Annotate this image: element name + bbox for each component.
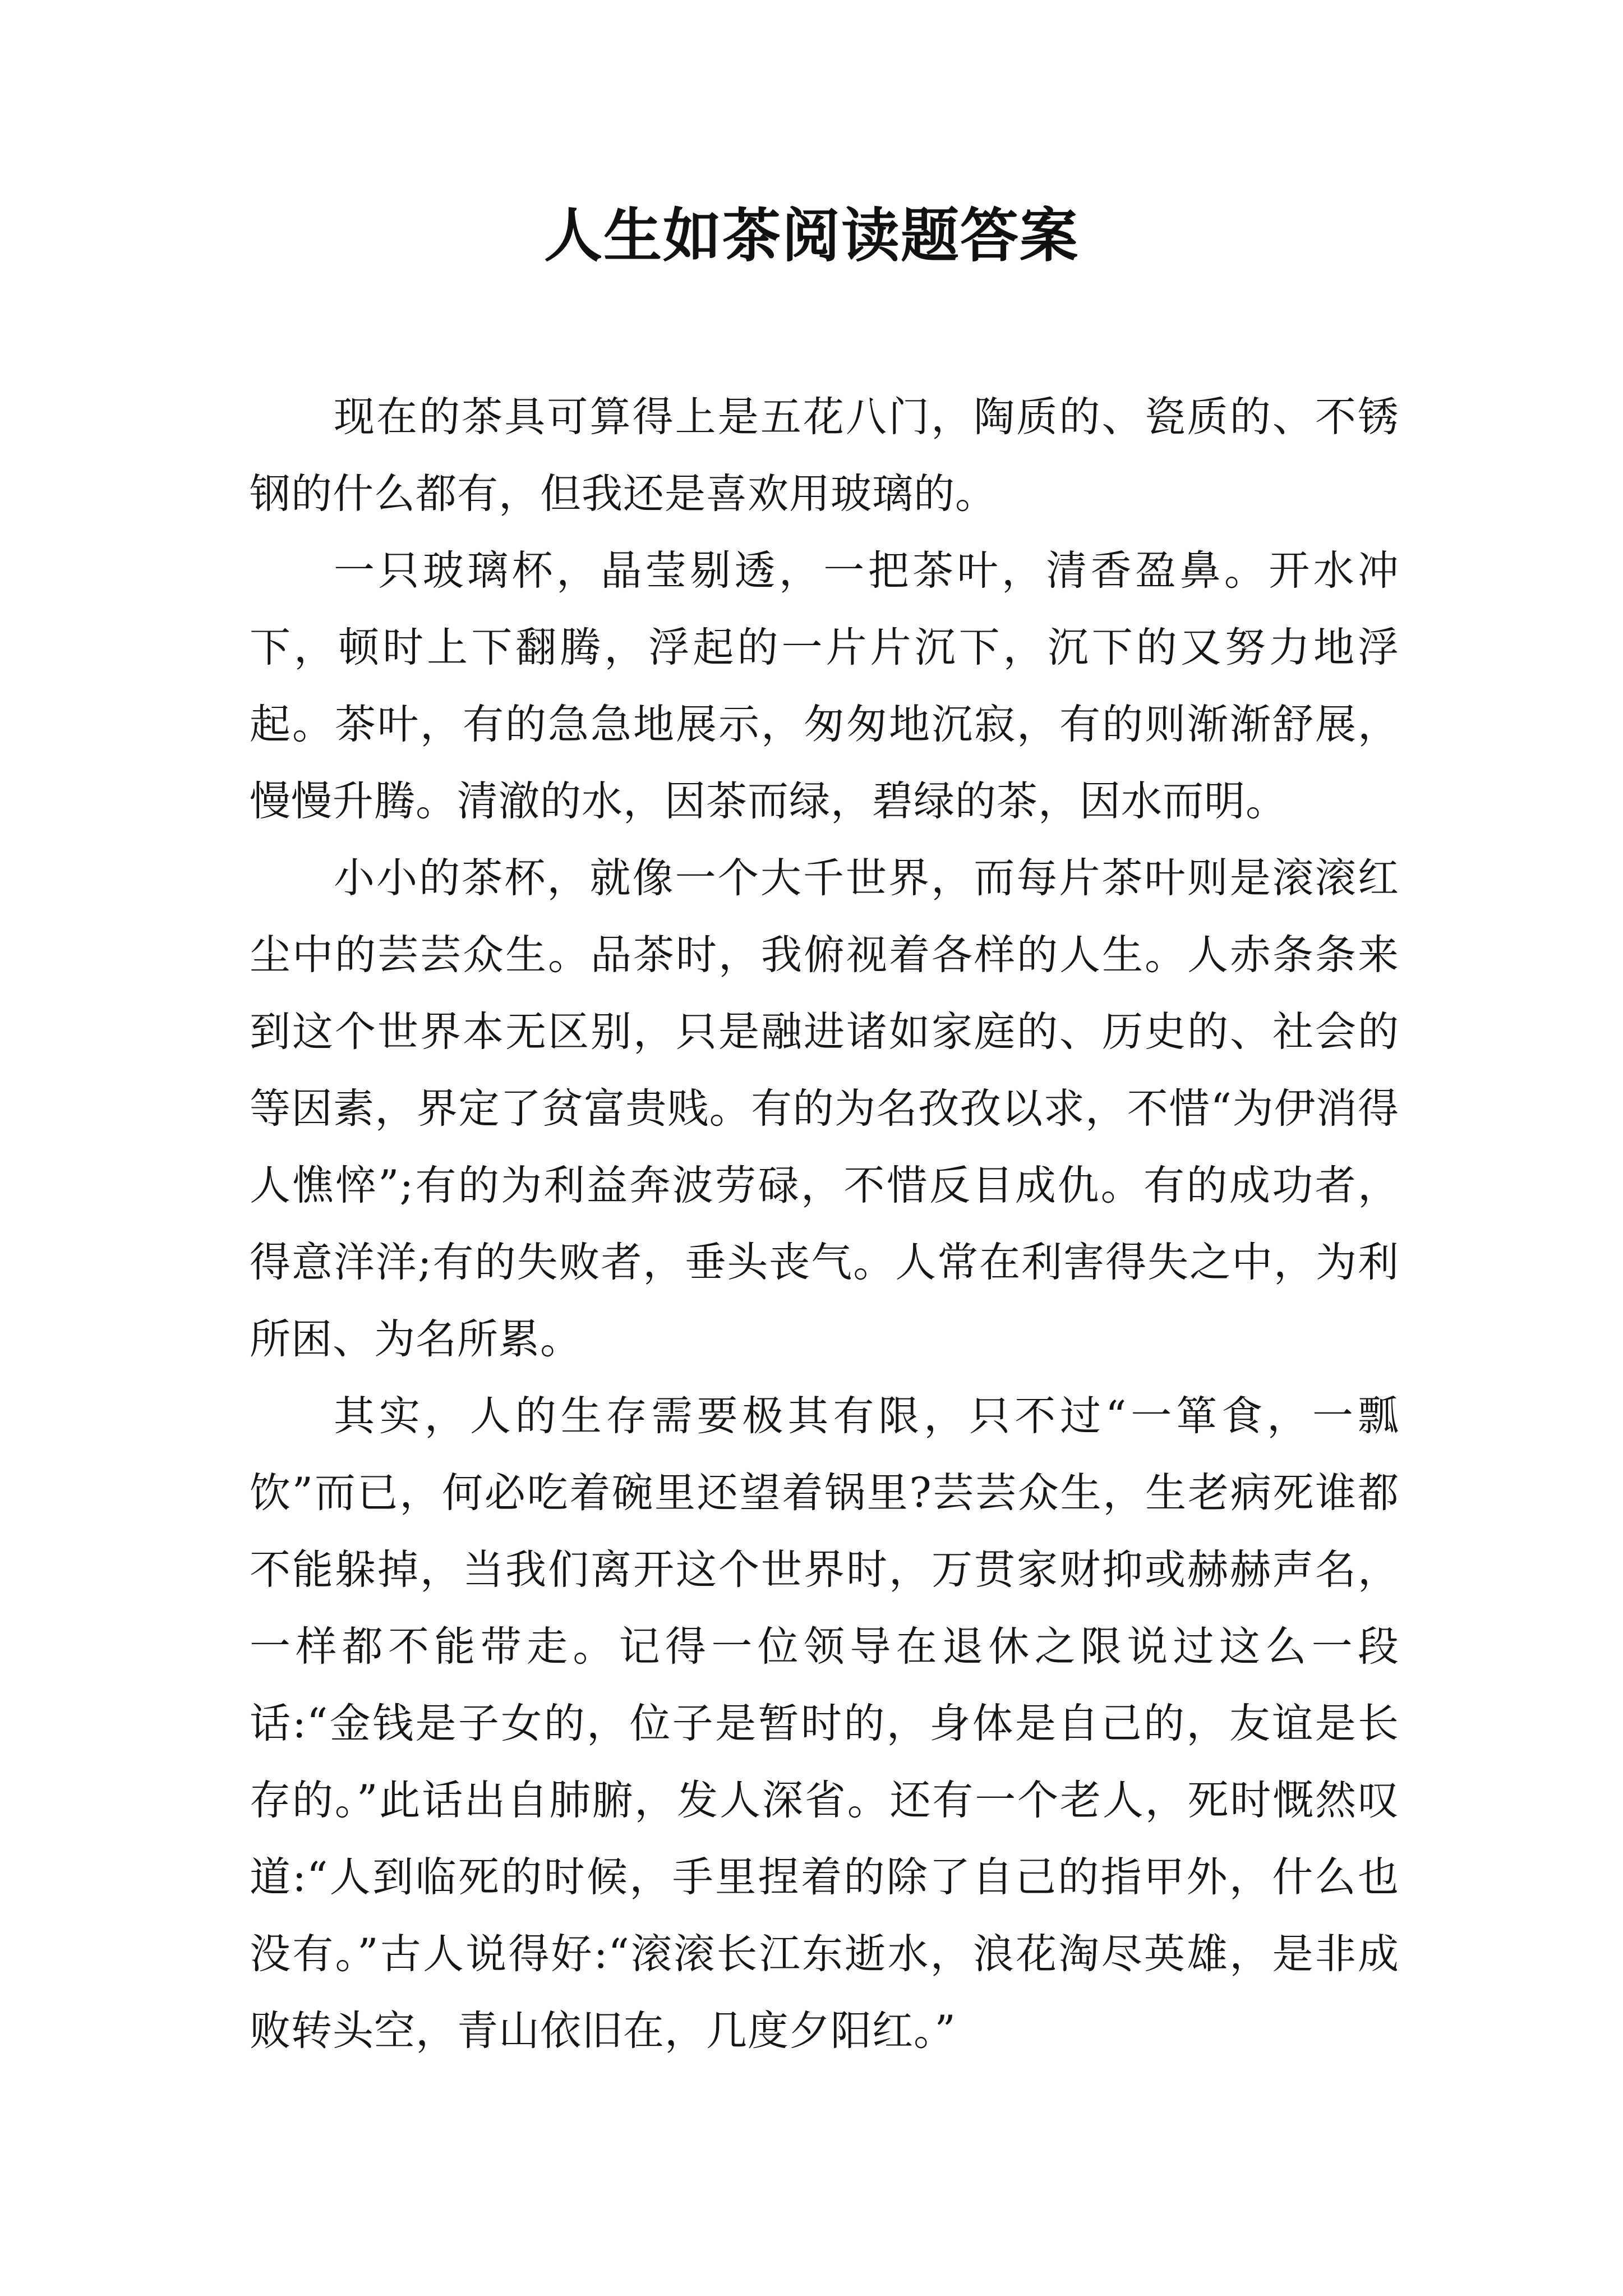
- paragraph: 其实，人的生存需要极其有限，只不过“一箪食，一瓢饮”而已，何必吃着碗里还望着锅里?芸芸众生，生老病死谁都不能躲掉，当我们离开这个世界时，万贯家财抑或赫赫声名，一样都不能带走。记得一位领导在退休之限说过这么一段话:“金钱是子女的，位子是暂时的，身体是自己的，友谊是长存的。”此话出自肺腑，发人深省。还有一个老人，死时慨然叹道:“人到临死的时候，手里捏着的除了自己的指甲外，什么也没有。”古人说得好:“滚滚长江东逝水，浪花淘尽英雄，是非成败转头空，青山依旧在，几度夕阳红。”: [250, 1392, 1399, 2055]
- paragraph: 一只玻璃杯，晶莹剔透，一把茶叶，清香盈鼻。开水冲下，顿时上下翻腾，浮起的一片片沉下，沉下的又努力地浮起。茶叶，有的急急地展示，匆匆地沉寂，有的则渐渐舒展，慢慢升腾。清澈的水，因茶而绿，碧绿的茶，因水而明。: [250, 547, 1399, 825]
- paragraph: 小小的茶杯，就像一个大千世界，而每片茶叶则是滚滚红尘中的芸芸众生。品茶时，我俯视着各样的人生。人赤条条来到这个世界本无区别，只是融进诸如家庭的、历史的、社会的等因素，界定了贫富贵贱。有的为名孜孜以求，不惜“为伊消得人憔悴”;有的为利益奔波劳碌，不惜反目成仇。有的成功者，得意洋洋;有的失败者，垂头丧气。人常在利害得失之中，为利所困、为名所累。: [250, 854, 1399, 1363]
- paragraph: 现在的茶具可算得上是五花八门，陶质的、瓷质的、不锈钢的什么都有，但我还是喜欢用玻璃的。: [250, 393, 1399, 518]
- document-body: [250, 379, 1399, 2069]
- document-title: 人生如茶阅读题答案: [543, 201, 1079, 270]
